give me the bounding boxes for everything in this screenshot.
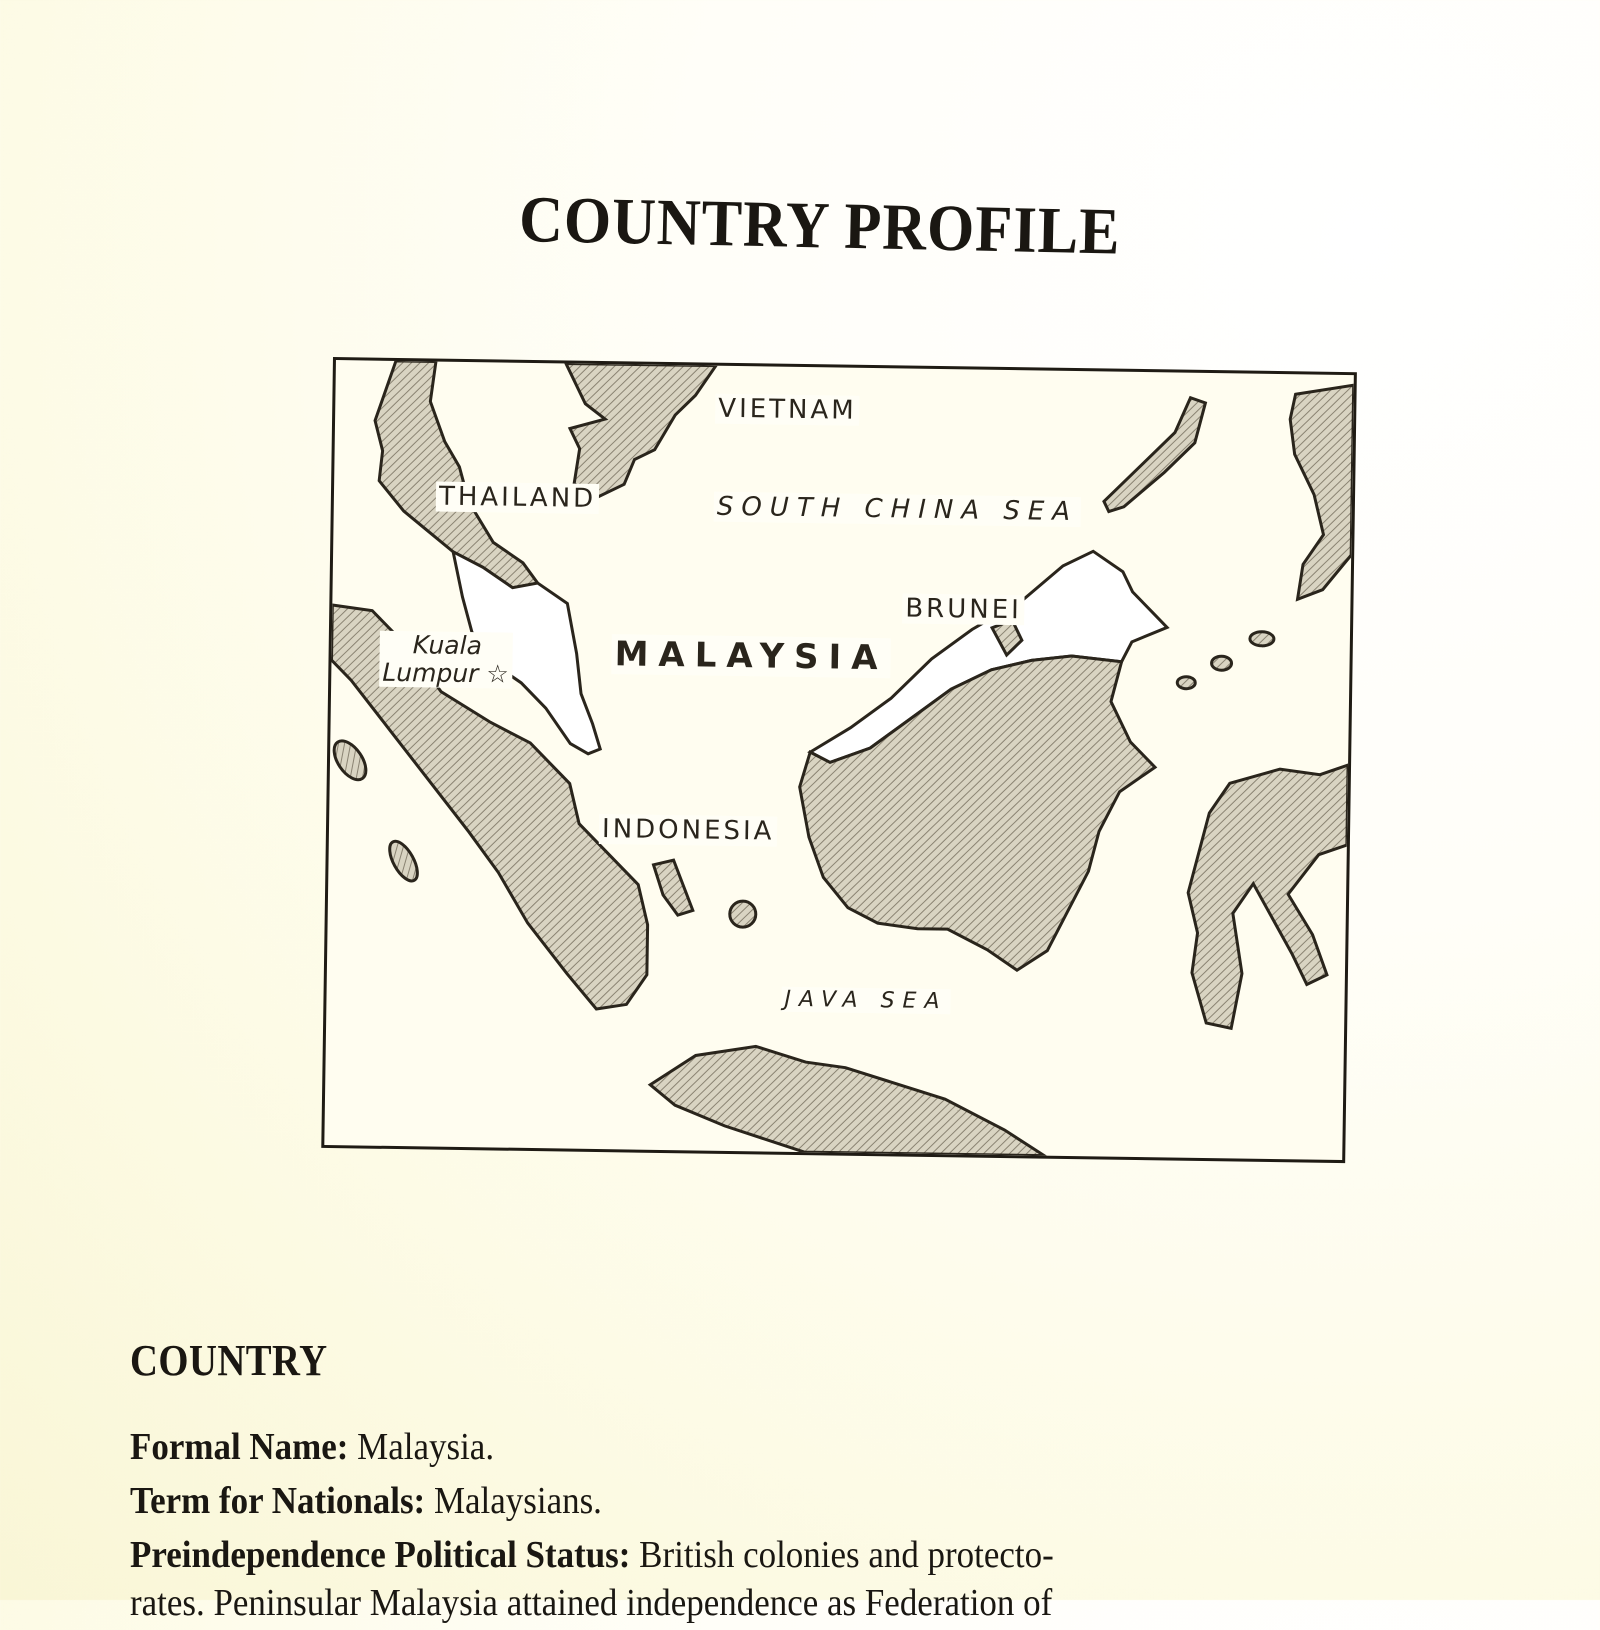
field-continuation: rates. Peninsular Malaysia attained independence as Federation of xyxy=(130,1582,1053,1624)
label-vietnam: VIETNAM xyxy=(715,394,860,426)
label-brunei: BRUNEI xyxy=(902,593,1025,625)
land-kalimantan xyxy=(797,652,1157,972)
island-sulu-1 xyxy=(1250,632,1274,646)
label-indonesia: INDONESIA xyxy=(599,814,778,847)
island-west-1 xyxy=(328,735,373,785)
label-java-sea: JAVA SEA xyxy=(781,987,950,1015)
field-preindependence-status xyxy=(130,1528,1418,1582)
field-label: Preindependence Political Status: xyxy=(130,1534,631,1576)
island-sulu-3 xyxy=(1177,677,1195,689)
field-value: Malaysians. xyxy=(433,1480,602,1522)
map-figure xyxy=(321,357,1357,1163)
label-kuala-lumpur xyxy=(379,631,512,689)
land-philippines xyxy=(1288,384,1354,600)
field-label: Formal Name: xyxy=(130,1426,349,1468)
section-heading: COUNTRY xyxy=(130,1336,328,1385)
field-value: British colonies and protecto- xyxy=(639,1534,1054,1576)
island-belitung xyxy=(730,901,756,927)
label-lumpur: Lumpur xyxy=(382,657,479,689)
land-java xyxy=(649,1045,1046,1156)
field-label: Term for Nationals: xyxy=(130,1480,426,1522)
country-section xyxy=(130,1335,1530,1630)
land-sulawesi xyxy=(1186,763,1348,1030)
island-bangka xyxy=(653,860,694,916)
label-malaysia: MALAYSIA xyxy=(611,634,891,678)
page-title: COUNTRY PROFILE xyxy=(518,182,1122,269)
field-term-for-nationals xyxy=(130,1474,1418,1528)
label-thailand: THAILAND xyxy=(436,482,600,514)
label-south-china-sea: SOUTH CHINA SEA xyxy=(714,492,1082,527)
label-kuala: Kuala xyxy=(412,630,483,661)
field-formal-name xyxy=(130,1420,1418,1474)
island-sulu-2 xyxy=(1211,656,1231,670)
land-palawan xyxy=(1104,396,1206,512)
island-west-2 xyxy=(384,837,423,885)
capital-star-icon: ☆ xyxy=(486,659,510,689)
map-drawing xyxy=(324,360,1354,1160)
field-value: Malaysia. xyxy=(357,1426,495,1468)
land-vietnam xyxy=(564,363,716,500)
